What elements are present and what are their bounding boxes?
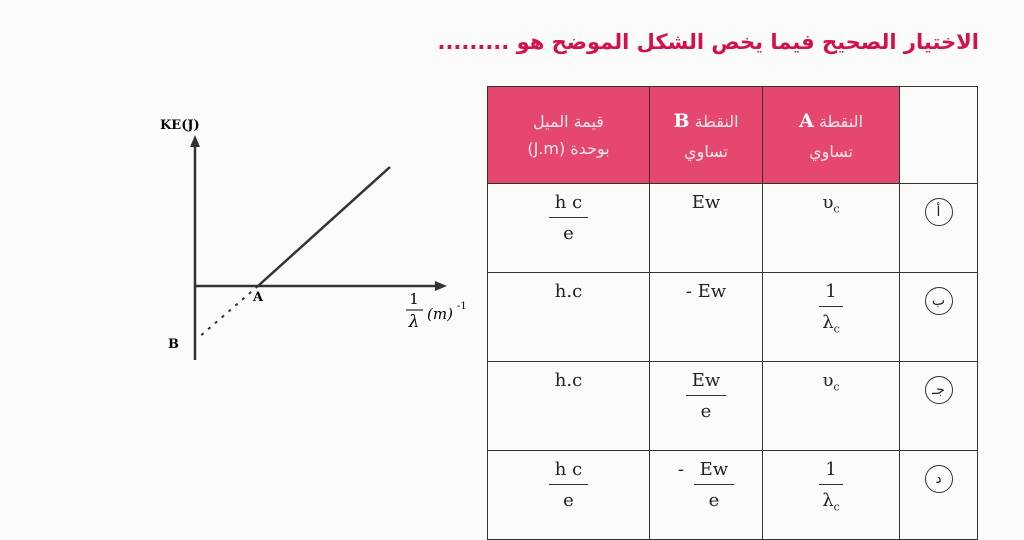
y-axis-arrow-icon — [190, 135, 200, 147]
table-row — [488, 362, 978, 451]
point-a-header-letter: A — [799, 110, 814, 133]
slope-denominator: e — [563, 222, 574, 244]
x-label-unit: (m) — [427, 305, 453, 323]
option-cell — [900, 362, 978, 451]
point-a-denominator-subscript: c — [833, 500, 840, 514]
point-b-denominator: e — [708, 489, 720, 511]
option-header — [900, 87, 978, 184]
point-a-value: υ — [822, 370, 834, 391]
point-b-value: - Ew — [685, 281, 727, 302]
slope-numerator: h c — [549, 460, 588, 485]
point-b-label: B — [168, 337, 179, 352]
point-b-cell — [650, 451, 763, 540]
point-a-cell — [763, 184, 900, 273]
y-axis-label: KE(J) — [160, 118, 200, 133]
option-cell — [900, 273, 978, 362]
point-a-denominator-subscript: c — [833, 322, 840, 336]
point-a-denominator: λ — [822, 311, 834, 333]
point-a-cell — [763, 362, 900, 451]
point-a-header — [763, 87, 900, 184]
question-text: الاختيار الصحيح فيما يخص الشكل الموضح هو ......... — [437, 30, 979, 54]
extrapolated-dashed-line — [198, 286, 258, 338]
slope-value: h.c — [554, 370, 583, 391]
point-b-numerator: Ew — [686, 371, 727, 396]
point-b-cell — [650, 362, 763, 451]
point-b-value: Ew — [691, 192, 721, 213]
point-a-denominator: λ — [822, 489, 834, 511]
slope-header-line2: بوحدة (J.m) — [527, 139, 610, 158]
option-d-radio[interactable]: د — [925, 465, 953, 493]
answer-table — [487, 86, 978, 540]
point-b-sign: - — [677, 459, 684, 480]
point-a-header-word: النقطة — [818, 112, 863, 132]
slope-denominator: e — [563, 489, 574, 511]
slope-numerator: h c — [549, 193, 588, 218]
option-cell — [900, 184, 978, 273]
option-a-radio[interactable]: أ — [925, 198, 953, 226]
table-row — [488, 451, 978, 540]
point-a-cell — [763, 273, 900, 362]
point-a-subscript: c — [833, 202, 840, 216]
option-cell — [900, 451, 978, 540]
point-a-numerator: 1 — [819, 460, 842, 485]
table-row — [488, 184, 978, 273]
point-b-cell — [650, 273, 763, 362]
slope-cell — [488, 451, 650, 540]
option-c-radio[interactable]: جـ — [925, 376, 953, 404]
x-label-numerator: 1 — [409, 290, 419, 308]
slope-header-line1: قيمة الميل — [533, 111, 604, 131]
ke-vs-inverse-wavelength-graph — [150, 105, 490, 375]
point-a-value: υ — [822, 192, 834, 213]
option-b-radio[interactable]: ب — [925, 287, 953, 315]
point-b-numerator: Ew — [694, 460, 735, 485]
point-a-label: A — [253, 290, 264, 305]
x-label-denominator: λ — [408, 312, 420, 332]
point-b-header-letter: B — [673, 110, 690, 133]
slope-value: h.c — [554, 281, 583, 302]
x-axis-arrow-icon — [435, 281, 447, 291]
table-header-row — [488, 87, 978, 184]
slope-cell — [488, 362, 650, 451]
point-b-denominator: e — [700, 400, 712, 422]
point-b-header-word: النقطة — [694, 112, 739, 132]
ke-line — [258, 167, 390, 286]
point-a-subscript: c — [833, 380, 840, 394]
table-row — [488, 273, 978, 362]
point-a-numerator: 1 — [819, 282, 842, 307]
slope-cell — [488, 273, 650, 362]
point-b-header — [650, 87, 763, 184]
slope-header — [488, 87, 650, 184]
point-b-cell — [650, 184, 763, 273]
x-label-exponent: -1 — [457, 301, 467, 312]
point-b-header-line2: تساوي — [684, 141, 728, 161]
point-a-cell — [763, 451, 900, 540]
point-a-header-line2: تساوي — [809, 141, 853, 161]
slope-cell — [488, 184, 650, 273]
